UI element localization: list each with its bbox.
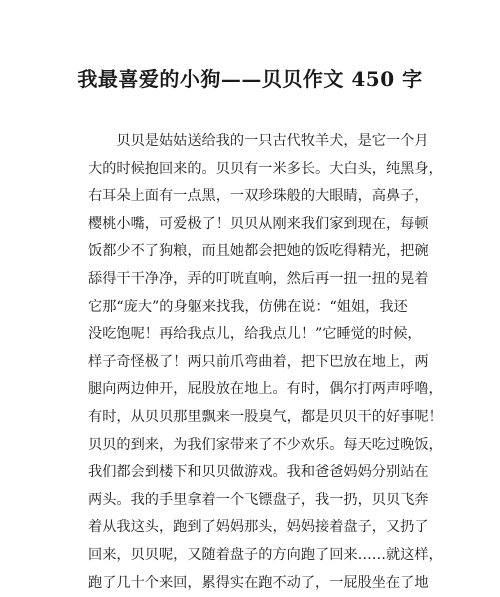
essay-line: 跑了几十个来回，累得实在跑不动了，一屁股坐在了地: [88, 570, 428, 597]
essay-line: 没吃饱呢！再给我点儿，给我点儿！”它睡觉的时候，: [88, 321, 428, 349]
essay-line: 回来，贝贝呢，又随着盘子的方向跑了回来……就这样，: [88, 542, 428, 570]
essay-line: 右耳朵上面有一点黑，一双珍珠般的大眼睛，高鼻子，: [88, 183, 428, 211]
essay-line: 有时，从贝贝那里飘来一股臭气，都是贝贝干的好事呢！: [88, 404, 428, 432]
essay-line: 两头。我的手里拿着一个飞镖盘子，我一扔，贝贝飞奔: [88, 487, 428, 515]
essay-line: 贝贝是姑姑送给我的一只古代牧羊犬，是它一个月: [88, 128, 428, 156]
essay-line: 腿向两边伸开，屁股放在地上。有时，偶尔打两声呼噜，: [88, 376, 428, 404]
essay-line: 样子奇怪极了！两只前爪弯曲着，把下巴放在地上，两: [88, 349, 428, 377]
essay-line: 舔得干干净净，弄的叮咣直响，然后再一扭一扭的晃着: [88, 266, 428, 294]
document-title: 我最喜爱的小狗——贝贝作文 450 字: [0, 64, 500, 94]
essay-line: 它那“庞大”的身躯来找我，仿佛在说：“姐姐，我还: [88, 294, 428, 322]
essay-line: 着从我这头，跑到了妈妈那头，妈妈接着盘子，又扔了: [88, 514, 428, 542]
essay-line: 贝贝的到来，为我们家带来了不少欢乐。每天吃过晚饭，: [88, 432, 428, 460]
essay-line: 樱桃小嘴，可爱极了！贝贝从刚来我们家到现在，每顿: [88, 211, 428, 239]
essay-line: 我们都会到楼下和贝贝做游戏。我和爸爸妈妈分别站在: [88, 459, 428, 487]
essay-line: 饭都少不了狗粮，而且她都会把她的饭吃得精光，把碗: [88, 238, 428, 266]
essay-line: 大的时候抱回来的。贝贝有一米多长。大白头，纯黑身，: [88, 156, 428, 184]
essay-body: [88, 128, 428, 597]
